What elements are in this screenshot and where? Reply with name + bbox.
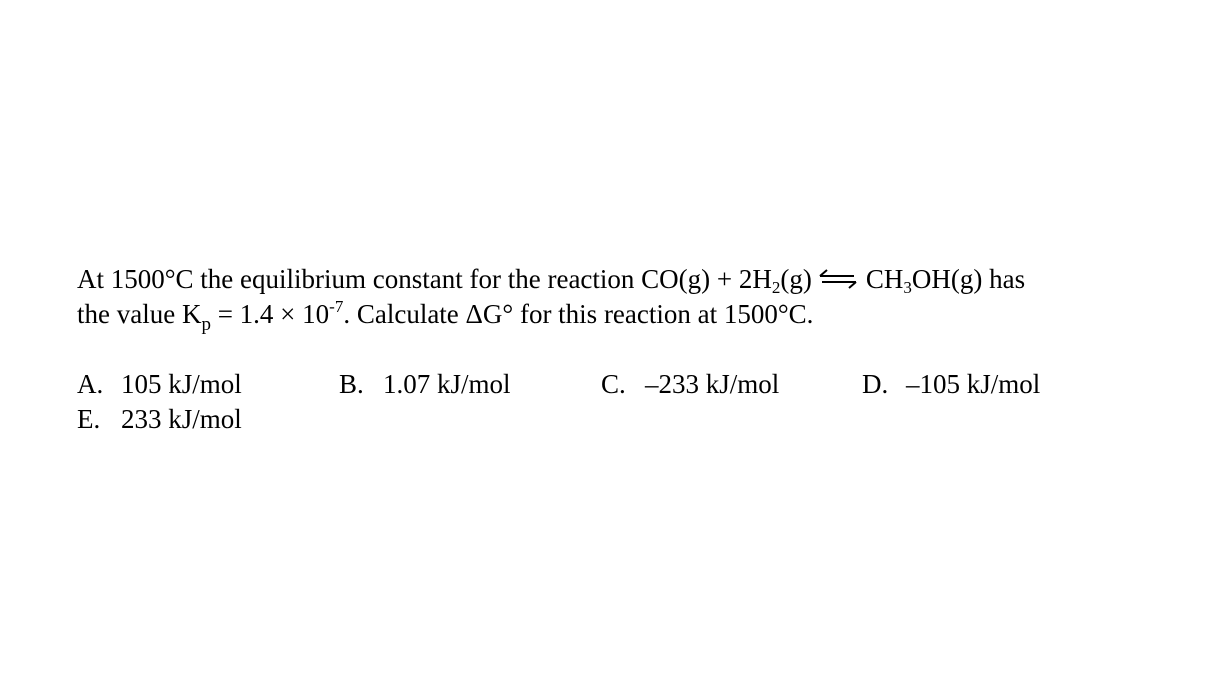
choice-b[interactable] xyxy=(339,367,511,402)
choice-text: 233 kJ/mol xyxy=(121,404,242,434)
choice-text: –233 kJ/mol xyxy=(645,369,780,399)
choice-e[interactable] xyxy=(77,402,242,437)
choice-letter: A. xyxy=(77,369,104,399)
equilibrium-arrow-icon xyxy=(818,269,858,289)
choice-text: 1.07 kJ/mol xyxy=(383,369,511,399)
question-line-2 xyxy=(77,297,1197,335)
choice-letter: E. xyxy=(77,404,101,434)
subscript: p xyxy=(201,314,211,335)
choice-d[interactable] xyxy=(862,367,1040,402)
choice-c[interactable] xyxy=(601,367,779,402)
choice-letter: D. xyxy=(862,369,889,399)
question-part: . Calculate ΔG° for this reaction at 1500°C. xyxy=(343,299,814,329)
question-text xyxy=(77,262,1197,335)
question-part: OH(g) has xyxy=(911,264,1026,294)
choice-letter: B. xyxy=(339,369,364,399)
question-part: the value K xyxy=(77,299,202,329)
question-part: At 1500°C the equilibrium constant for the reaction CO(g) + 2H xyxy=(77,264,772,294)
question-part: = 1.4 × 10 xyxy=(210,299,330,329)
subscript: 3 xyxy=(903,278,912,297)
question-line-1 xyxy=(77,262,1197,297)
choice-letter: C. xyxy=(601,369,626,399)
subscript: 2 xyxy=(771,278,781,297)
choice-text: 105 kJ/mol xyxy=(121,369,242,399)
superscript: -7 xyxy=(329,297,344,316)
choice-text: –105 kJ/mol xyxy=(906,369,1041,399)
question-part: (g) xyxy=(780,264,812,294)
choice-a[interactable] xyxy=(77,367,242,402)
question-part: CH xyxy=(865,264,904,294)
